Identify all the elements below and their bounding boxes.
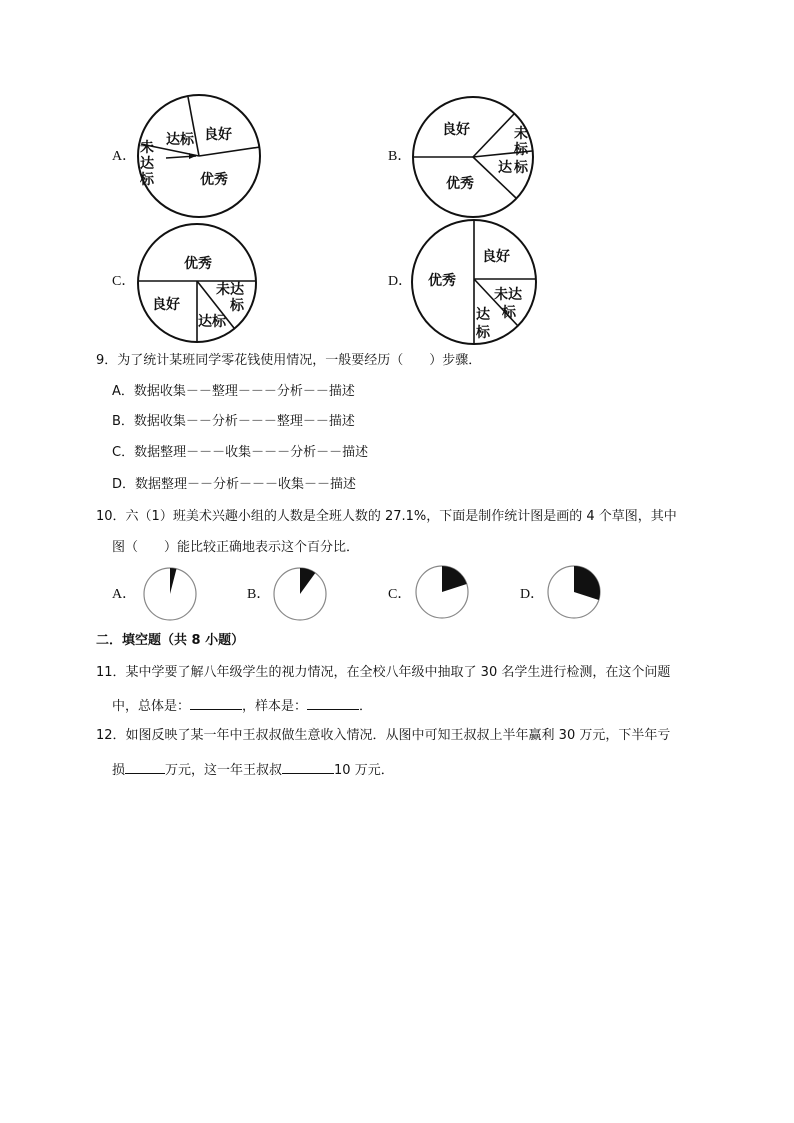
pie-b-label-good: 良好 bbox=[442, 122, 470, 138]
q11-line2-part2: ，样本是： bbox=[242, 699, 308, 714]
pie-a-label-good: 良好 bbox=[204, 127, 232, 143]
q12-stem-line2 bbox=[112, 759, 394, 780]
q11-line2-part3: ． bbox=[359, 699, 373, 714]
pie-d-label-fail-2: 标 bbox=[502, 305, 516, 321]
pie-d-label-excellent: 优秀 bbox=[428, 273, 456, 289]
pie-d-label-pass-1: 达 bbox=[476, 307, 490, 323]
pie-a-label-pass: 达标 bbox=[166, 132, 194, 148]
q9-option-a: A．数据收集－－整理－－－分析－－描述 bbox=[112, 384, 355, 399]
q10-pie-c bbox=[414, 564, 470, 620]
pie-a-label-fail-2: 达 bbox=[140, 156, 154, 172]
q9-option-d: D．数据整理－－分析－－－收集－－描述 bbox=[112, 477, 357, 492]
q8-pie-d bbox=[410, 219, 540, 349]
q12-line2-part3: 10 万元． bbox=[334, 763, 394, 778]
q12-stem-line1: 12．如图反映了某一年中王叔叔做生意收入情况．从图中可知王叔叔上半年赢利 30 万元，下半年亏 bbox=[96, 728, 671, 743]
q11-line2-part1: 中，总体是： bbox=[112, 699, 191, 714]
q10-pie-d bbox=[546, 564, 602, 620]
pie-a-label-excellent: 优秀 bbox=[200, 172, 228, 188]
pie-a-label-fail-1: 未 bbox=[140, 140, 154, 156]
pie-d-label-fail-1: 未达 bbox=[494, 287, 522, 303]
q10-pie-a bbox=[142, 566, 198, 622]
q8-option-c-label: C． bbox=[112, 274, 136, 289]
pie-c-label-pass: 达标 bbox=[198, 314, 226, 330]
pie-d-label-pass-2: 标 bbox=[476, 325, 490, 341]
q8-pie-a bbox=[134, 104, 264, 214]
pie-b-label-fail-1: 未 bbox=[514, 126, 528, 142]
q12-blank-loss[interactable] bbox=[125, 759, 165, 774]
pie-c-label-fail-1: 未达 bbox=[216, 282, 244, 298]
pie-b-label-excellent: 优秀 bbox=[446, 176, 474, 192]
q10-option-d-label: D． bbox=[520, 587, 545, 602]
q10-option-a-label: A． bbox=[112, 587, 137, 602]
pie-c-label-good: 良好 bbox=[152, 297, 180, 313]
q9-option-b: B．数据收集－－分析－－－整理－－描述 bbox=[112, 414, 355, 429]
q8-option-d-label: D． bbox=[388, 274, 413, 289]
q10-pie-b bbox=[272, 566, 328, 622]
q12-line2-part2: 万元，这一年王叔叔 bbox=[165, 763, 283, 778]
pie-a-label-fail-3: 标 bbox=[140, 172, 154, 188]
pie-b-label-pass-1: 达 bbox=[498, 160, 512, 176]
q8-pie-b bbox=[410, 104, 540, 214]
q11-stem-line1: 11．某中学要了解八年级学生的视力情况，在全校八年级中抽取了 30 名学生进行检测，在这个问题 bbox=[96, 665, 671, 680]
q10-stem-line2: 图（ ）能比较正确地表示这个百分比． bbox=[112, 540, 360, 555]
q8-option-b-label: B． bbox=[388, 149, 412, 164]
pie-b-label-fail-2: 标 bbox=[514, 142, 528, 158]
q10-option-b-label: B． bbox=[247, 587, 271, 602]
q9-option-c: C．数据整理－－－收集－－－分析－－描述 bbox=[112, 445, 369, 460]
q10-stem-line1: 10．六（1）班美术兴趣小组的人数是全班人数的 27.1%，下面是制作统计图是画的 4 个草图，其中 bbox=[96, 509, 677, 524]
section-title: 二．填空题（共 8 小题） bbox=[96, 633, 245, 648]
q11-stem-line2 bbox=[112, 695, 372, 716]
q11-blank-sample[interactable] bbox=[307, 695, 359, 710]
q9-stem: 9．为了统计某班同学零花钱使用情况，一般要经历（ ）步骤． bbox=[96, 353, 482, 368]
pie-b-label-pass-2: 标 bbox=[514, 160, 528, 176]
pie-d-label-good: 良好 bbox=[482, 249, 510, 265]
q11-blank-population[interactable] bbox=[190, 695, 242, 710]
pie-c-label-excellent: 优秀 bbox=[184, 256, 212, 272]
pie-c-label-fail-2: 标 bbox=[230, 298, 244, 314]
q8-option-a-label: A． bbox=[112, 149, 137, 164]
q12-blank-result[interactable] bbox=[282, 759, 334, 774]
q10-option-c-label: C． bbox=[388, 587, 412, 602]
q12-line2-part1: 损 bbox=[112, 763, 126, 778]
q8-pie-c bbox=[134, 224, 264, 344]
